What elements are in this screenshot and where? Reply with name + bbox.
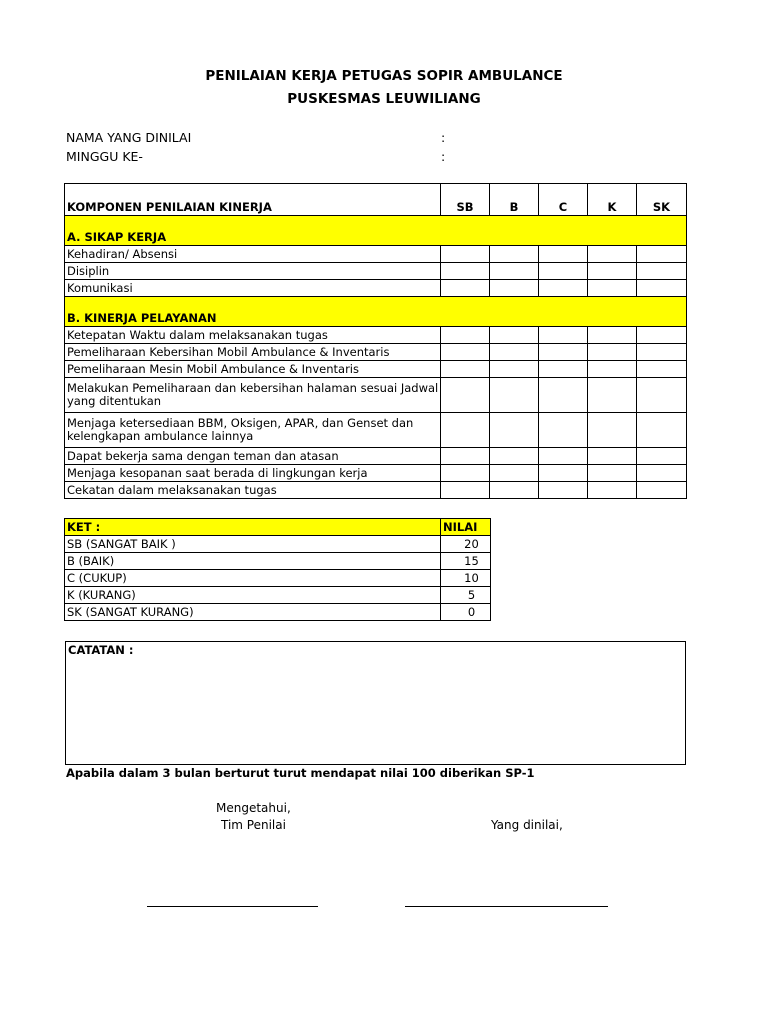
- assessee-signature-line: [405, 906, 608, 907]
- section-row: [65, 297, 687, 327]
- legend-value: 10: [441, 570, 491, 587]
- grade-cell[interactable]: [588, 378, 637, 413]
- legend-row: [65, 604, 491, 621]
- table-row: [65, 246, 687, 263]
- grade-cell[interactable]: [490, 327, 539, 344]
- criterion-label: Cekatan dalam melaksanakan tugas: [65, 482, 441, 499]
- grade-cell[interactable]: [588, 280, 637, 297]
- legend-nilai-label: NILAI: [441, 519, 491, 536]
- name-colon: :: [441, 130, 446, 145]
- grade-cell[interactable]: [539, 378, 588, 413]
- legend-label: C (CUKUP): [65, 570, 441, 587]
- grade-header-sk: SK: [637, 184, 687, 216]
- grade-cell[interactable]: [588, 246, 637, 263]
- section-b-title: B. KINERJA PELAYANAN: [65, 297, 687, 327]
- criterion-label: Melakukan Pemeliharaan dan kebersihan halaman sesuai Jadwal yang ditentukan: [65, 378, 441, 413]
- grade-cell[interactable]: [539, 327, 588, 344]
- criterion-label: Disiplin: [65, 263, 441, 280]
- rule-text: Apabila dalam 3 bulan berturut turut mendapat nilai 100 diberikan SP-1: [66, 766, 535, 780]
- grade-cell[interactable]: [441, 280, 490, 297]
- component-header: KOMPONEN PENILAIAN KINERJA: [65, 184, 441, 216]
- grade-cell[interactable]: [441, 344, 490, 361]
- criterion-label: Pemeliharaan Kebersihan Mobil Ambulance & Inventaris: [65, 344, 441, 361]
- legend-value: 0: [441, 604, 491, 621]
- section-row: [65, 216, 687, 246]
- grade-cell[interactable]: [637, 413, 687, 448]
- grade-cell[interactable]: [539, 361, 588, 378]
- notes-box[interactable]: [65, 641, 686, 765]
- grade-header-k: K: [588, 184, 637, 216]
- grade-cell[interactable]: [588, 465, 637, 482]
- legend-value: 5: [441, 587, 491, 604]
- week-label: MINGGU KE-: [66, 149, 143, 164]
- criterion-label: Komunikasi: [65, 280, 441, 297]
- grade-cell[interactable]: [637, 361, 687, 378]
- legend-label: SK (SANGAT KURANG): [65, 604, 441, 621]
- assessor-label: Tim Penilai: [221, 818, 286, 832]
- grade-cell[interactable]: [441, 448, 490, 465]
- assessee-label: Yang dinilai,: [491, 818, 563, 832]
- document-subtitle: PUSKESMAS LEUWILIANG: [287, 91, 481, 107]
- grade-cell[interactable]: [490, 361, 539, 378]
- legend-header-row: [65, 519, 491, 536]
- grade-cell[interactable]: [441, 361, 490, 378]
- grade-cell[interactable]: [441, 378, 490, 413]
- grade-cell[interactable]: [490, 280, 539, 297]
- grade-cell[interactable]: [490, 413, 539, 448]
- legend-table: [64, 518, 491, 621]
- grade-cell[interactable]: [490, 465, 539, 482]
- table-row: [65, 280, 687, 297]
- grade-cell[interactable]: [490, 263, 539, 280]
- notes-label: CATATAN :: [68, 643, 134, 657]
- grade-cell[interactable]: [637, 448, 687, 465]
- grade-cell[interactable]: [588, 413, 637, 448]
- grade-cell[interactable]: [441, 413, 490, 448]
- grade-cell[interactable]: [637, 327, 687, 344]
- grade-cell[interactable]: [539, 280, 588, 297]
- grade-cell[interactable]: [539, 413, 588, 448]
- assessor-signature-line: [147, 906, 318, 907]
- week-colon: :: [441, 149, 446, 164]
- grade-cell[interactable]: [539, 344, 588, 361]
- name-label: NAMA YANG DINILAI: [66, 130, 192, 145]
- known-by-label: Mengetahui,: [216, 801, 291, 815]
- table-row: [65, 448, 687, 465]
- table-row: [65, 482, 687, 499]
- grade-cell[interactable]: [539, 263, 588, 280]
- grade-cell[interactable]: [441, 246, 490, 263]
- grade-cell[interactable]: [539, 465, 588, 482]
- criterion-label: Menjaga ketersediaan BBM, Oksigen, APAR, dan Genset dan kelengkapan ambulance lainnya: [65, 413, 441, 448]
- criterion-label: Dapat bekerja sama dengan teman dan atasan: [65, 448, 441, 465]
- legend-label: B (BAIK): [65, 553, 441, 570]
- grade-cell[interactable]: [539, 448, 588, 465]
- criterion-label: Pemeliharaan Mesin Mobil Ambulance & Inventaris: [65, 361, 441, 378]
- table-row: [65, 413, 687, 448]
- criterion-label: Ketepatan Waktu dalam melaksanakan tugas: [65, 327, 441, 344]
- grade-cell[interactable]: [588, 361, 637, 378]
- grade-cell[interactable]: [637, 246, 687, 263]
- criterion-label: Menjaga kesopanan saat berada di lingkungan kerja: [65, 465, 441, 482]
- grade-header-sb: SB: [441, 184, 490, 216]
- grade-header-b: B: [490, 184, 539, 216]
- grade-cell[interactable]: [490, 344, 539, 361]
- table-row: [65, 344, 687, 361]
- grade-cell[interactable]: [490, 448, 539, 465]
- section-a-title: A. SIKAP KERJA: [65, 216, 687, 246]
- grade-cell[interactable]: [637, 263, 687, 280]
- legend-row: [65, 536, 491, 553]
- grade-cell[interactable]: [588, 327, 637, 344]
- table-row: [65, 465, 687, 482]
- grade-cell[interactable]: [441, 327, 490, 344]
- grade-cell[interactable]: [637, 465, 687, 482]
- grade-cell[interactable]: [441, 482, 490, 499]
- grade-cell[interactable]: [539, 482, 588, 499]
- legend-row: [65, 553, 491, 570]
- criterion-label: Kehadiran/ Absensi: [65, 246, 441, 263]
- grade-cell[interactable]: [490, 378, 539, 413]
- grade-cell[interactable]: [539, 246, 588, 263]
- grade-cell[interactable]: [588, 448, 637, 465]
- grade-header-c: C: [539, 184, 588, 216]
- legend-value: 15: [441, 553, 491, 570]
- table-row: [65, 327, 687, 344]
- document-title: PENILAIAN KERJA PETUGAS SOPIR AMBULANCE: [205, 68, 563, 84]
- grade-cell[interactable]: [588, 344, 637, 361]
- table-row: [65, 361, 687, 378]
- legend-ket-label: KET :: [65, 519, 441, 536]
- table-header-row: [65, 184, 687, 216]
- grade-cell[interactable]: [490, 482, 539, 499]
- grade-cell[interactable]: [441, 465, 490, 482]
- legend-value: 20: [441, 536, 491, 553]
- grade-cell[interactable]: [637, 482, 687, 499]
- grade-cell[interactable]: [637, 344, 687, 361]
- legend-row: [65, 570, 491, 587]
- grade-cell[interactable]: [441, 263, 490, 280]
- legend-label: K (KURANG): [65, 587, 441, 604]
- legend-row: [65, 587, 491, 604]
- table-row: [65, 378, 687, 413]
- grade-cell[interactable]: [637, 378, 687, 413]
- grade-cell[interactable]: [490, 246, 539, 263]
- grade-cell[interactable]: [637, 280, 687, 297]
- legend-label: SB (SANGAT BAIK ): [65, 536, 441, 553]
- table-row: [65, 263, 687, 280]
- assessment-table: [64, 183, 687, 499]
- grade-cell[interactable]: [588, 263, 637, 280]
- grade-cell[interactable]: [588, 482, 637, 499]
